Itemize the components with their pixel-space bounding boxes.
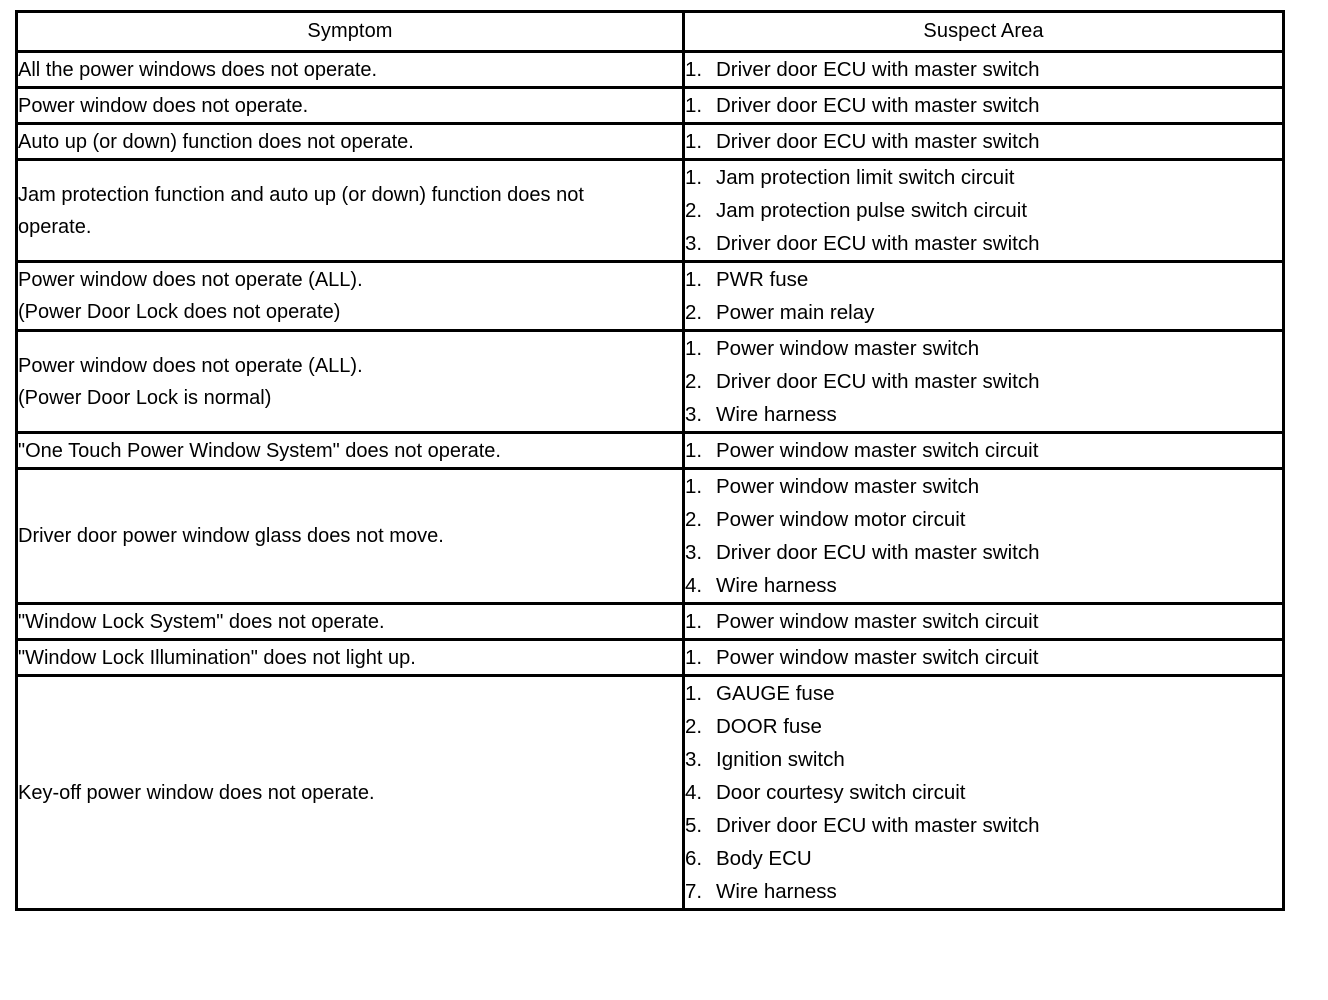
suspect-area-cell bbox=[684, 160, 1284, 262]
symptom-text: "Window Lock Illumination" does not light up. bbox=[18, 646, 416, 669]
suspect-area-cell bbox=[684, 604, 1284, 640]
suspect-area-item bbox=[685, 398, 1282, 431]
suspect-area-cell bbox=[684, 262, 1284, 331]
symptom-cell bbox=[17, 433, 684, 469]
suspect-area-item bbox=[685, 677, 1282, 710]
suspect-area-list bbox=[685, 605, 1282, 638]
symptom-cell bbox=[17, 676, 684, 910]
suspect-area-text: GAUGE fuse bbox=[716, 682, 835, 705]
suspect-area-text: PWR fuse bbox=[716, 268, 809, 291]
table-body bbox=[17, 52, 1284, 910]
header-suspect-area: Suspect Area bbox=[684, 12, 1284, 52]
suspect-area-text: Ignition switch bbox=[716, 748, 845, 771]
suspect-area-list bbox=[685, 470, 1282, 602]
suspect-area-text: Driver door ECU with master switch bbox=[716, 814, 1040, 837]
suspect-area-item bbox=[685, 605, 1282, 638]
suspect-area-text: Jam protection pulse switch circuit bbox=[716, 199, 1028, 222]
suspect-area-text: Power window master switch circuit bbox=[716, 610, 1039, 633]
suspect-area-number: 1. bbox=[685, 337, 703, 360]
table-row bbox=[17, 433, 1284, 469]
suspect-area-number: 1. bbox=[685, 94, 703, 117]
suspect-area-text: Driver door ECU with master switch bbox=[716, 232, 1040, 255]
suspect-area-text: Driver door ECU with master switch bbox=[716, 370, 1040, 393]
suspect-area-text: Power window master switch bbox=[716, 337, 980, 360]
symptom-text: Power window does not operate (ALL). bbox=[18, 354, 363, 377]
suspect-area-item bbox=[685, 161, 1282, 194]
suspect-area-item bbox=[685, 641, 1282, 674]
table-row bbox=[17, 160, 1284, 262]
symptom-text: Jam protection function and auto up (or down) function does not bbox=[18, 183, 584, 206]
suspect-area-number: 3. bbox=[685, 403, 703, 426]
table-row bbox=[17, 88, 1284, 124]
suspect-area-text: DOOR fuse bbox=[716, 715, 822, 738]
symptom-cell bbox=[17, 604, 684, 640]
symptom-cell bbox=[17, 52, 684, 88]
suspect-area-number: 2. bbox=[685, 301, 703, 324]
suspect-area-text: Power main relay bbox=[716, 301, 875, 324]
table-row bbox=[17, 124, 1284, 160]
suspect-area-number: 5. bbox=[685, 814, 703, 837]
problem-symptoms-table bbox=[15, 10, 1285, 911]
suspect-area-list bbox=[685, 263, 1282, 329]
symptom-cell bbox=[17, 160, 684, 262]
symptom-cell bbox=[17, 88, 684, 124]
suspect-area-number: 1. bbox=[685, 130, 703, 153]
symptom-text: Auto up (or down) function does not operate. bbox=[18, 130, 414, 153]
suspect-area-item bbox=[685, 470, 1282, 503]
suspect-area-cell bbox=[684, 331, 1284, 433]
suspect-area-text: Jam protection limit switch circuit bbox=[716, 166, 1015, 189]
suspect-area-cell bbox=[684, 469, 1284, 604]
suspect-area-list bbox=[685, 332, 1282, 431]
suspect-area-number: 2. bbox=[685, 715, 703, 738]
symptom-text: Power window does not operate. bbox=[18, 94, 309, 117]
suspect-area-number: 1. bbox=[685, 475, 703, 498]
suspect-area-text: Wire harness bbox=[716, 574, 837, 597]
suspect-area-number: 3. bbox=[685, 541, 703, 564]
suspect-area-number: 6. bbox=[685, 847, 703, 870]
suspect-area-cell bbox=[684, 52, 1284, 88]
symptom-text: All the power windows does not operate. bbox=[18, 58, 378, 81]
suspect-area-number: 1. bbox=[685, 610, 703, 633]
suspect-area-item bbox=[685, 332, 1282, 365]
suspect-area-text: Driver door ECU with master switch bbox=[716, 94, 1040, 117]
suspect-area-text: Body ECU bbox=[716, 847, 812, 870]
document-page bbox=[15, 10, 1282, 911]
suspect-area-number: 1. bbox=[685, 682, 703, 705]
suspect-area-text: Wire harness bbox=[716, 880, 837, 903]
symptom-text: (Power Door Lock does not operate) bbox=[18, 301, 341, 323]
table-row bbox=[17, 469, 1284, 604]
suspect-area-text: Power window master switch bbox=[716, 475, 980, 498]
table-row bbox=[17, 676, 1284, 910]
suspect-area-cell bbox=[684, 124, 1284, 160]
suspect-area-list bbox=[685, 161, 1282, 260]
suspect-area-text: Door courtesy switch circuit bbox=[716, 781, 966, 804]
suspect-area-list bbox=[685, 677, 1282, 908]
table-row bbox=[17, 52, 1284, 88]
suspect-area-item bbox=[685, 263, 1282, 296]
suspect-area-item bbox=[685, 365, 1282, 398]
table-row bbox=[17, 604, 1284, 640]
suspect-area-item bbox=[685, 569, 1282, 602]
suspect-area-text: Power window motor circuit bbox=[716, 508, 966, 531]
suspect-area-number: 2. bbox=[685, 199, 703, 222]
suspect-area-item bbox=[685, 53, 1282, 86]
symptom-text: operate. bbox=[18, 215, 92, 238]
suspect-area-item bbox=[685, 536, 1282, 569]
suspect-area-number: 3. bbox=[685, 748, 703, 771]
suspect-area-cell bbox=[684, 640, 1284, 676]
suspect-area-text: Wire harness bbox=[716, 403, 837, 426]
symptom-text: Key-off power window does not operate. bbox=[18, 781, 375, 804]
suspect-area-list bbox=[685, 125, 1282, 158]
suspect-area-text: Driver door ECU with master switch bbox=[716, 130, 1040, 153]
symptom-text: "Window Lock System" does not operate. bbox=[18, 610, 385, 633]
suspect-area-number: 4. bbox=[685, 781, 703, 804]
suspect-area-number: 2. bbox=[685, 370, 703, 393]
suspect-area-item bbox=[685, 809, 1282, 842]
suspect-area-item bbox=[685, 710, 1282, 743]
suspect-area-number: 2. bbox=[685, 508, 703, 531]
suspect-area-item bbox=[685, 194, 1282, 227]
table-row bbox=[17, 331, 1284, 433]
suspect-area-item bbox=[685, 875, 1282, 908]
suspect-area-number: 1. bbox=[685, 646, 703, 669]
suspect-area-list bbox=[685, 434, 1282, 467]
symptom-text: "One Touch Power Window System" does not operate. bbox=[18, 439, 501, 462]
suspect-area-item bbox=[685, 89, 1282, 122]
suspect-area-item bbox=[685, 125, 1282, 158]
suspect-area-number: 1. bbox=[685, 439, 703, 462]
suspect-area-number: 7. bbox=[685, 880, 703, 903]
table-row bbox=[17, 640, 1284, 676]
symptom-text: Driver door power window glass does not move. bbox=[18, 525, 444, 547]
suspect-area-item bbox=[685, 227, 1282, 260]
header-symptom: Symptom bbox=[17, 12, 684, 52]
symptom-cell bbox=[17, 262, 684, 331]
suspect-area-number: 1. bbox=[685, 268, 703, 291]
suspect-area-number: 4. bbox=[685, 574, 703, 597]
suspect-area-text: Driver door ECU with master switch bbox=[716, 541, 1040, 564]
suspect-area-text: Driver door ECU with master switch bbox=[716, 58, 1040, 81]
suspect-area-item bbox=[685, 776, 1282, 809]
suspect-area-number: 3. bbox=[685, 232, 703, 255]
suspect-area-item bbox=[685, 503, 1282, 536]
symptom-cell bbox=[17, 331, 684, 433]
suspect-area-number: 1. bbox=[685, 166, 703, 189]
suspect-area-number: 1. bbox=[685, 58, 703, 81]
symptom-cell bbox=[17, 640, 684, 676]
suspect-area-item bbox=[685, 842, 1282, 875]
suspect-area-item bbox=[685, 743, 1282, 776]
suspect-area-list bbox=[685, 89, 1282, 122]
symptom-cell bbox=[17, 124, 684, 160]
suspect-area-cell bbox=[684, 676, 1284, 910]
suspect-area-text: Power window master switch circuit bbox=[716, 439, 1039, 462]
symptom-text: (Power Door Lock is normal) bbox=[18, 386, 272, 409]
suspect-area-list bbox=[685, 641, 1282, 674]
suspect-area-item bbox=[685, 434, 1282, 467]
table-header-row bbox=[17, 12, 1284, 52]
suspect-area-cell bbox=[684, 433, 1284, 469]
suspect-area-item bbox=[685, 296, 1282, 329]
symptom-cell bbox=[17, 469, 684, 604]
suspect-area-list bbox=[685, 53, 1282, 86]
symptom-text: Power window does not operate (ALL). bbox=[18, 269, 363, 291]
suspect-area-cell bbox=[684, 88, 1284, 124]
suspect-area-text: Power window master switch circuit bbox=[716, 646, 1039, 669]
table-row bbox=[17, 262, 1284, 331]
